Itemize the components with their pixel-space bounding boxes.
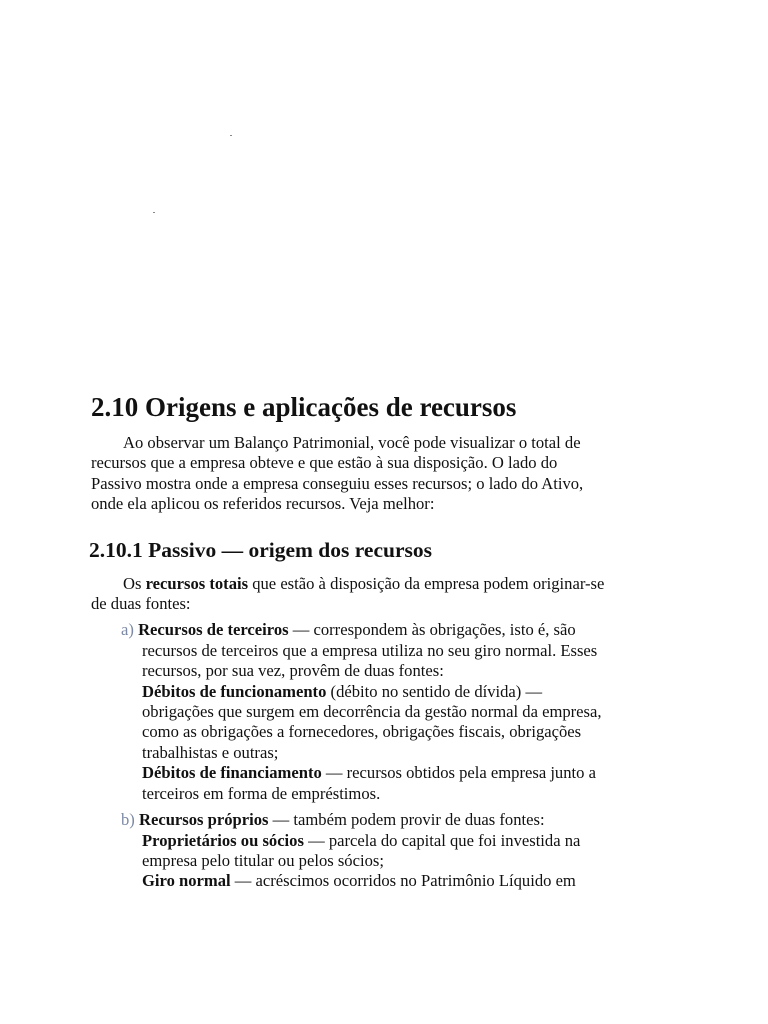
list-line: Débitos de financiamento — recursos obtidos pela empresa junto a (142, 763, 596, 783)
list-line: recursos de terceiros que a empresa utiliza no seu giro normal. Esses (142, 640, 598, 660)
scan-speck (230, 135, 232, 136)
sources-paragraph (91, 574, 691, 615)
page-content (91, 390, 691, 892)
list-line: Débitos de funcionamento (débito no sentido de dívida) — (142, 681, 543, 701)
list-item-heading: b) Recursos próprios — também podem provir de duas fontes: (121, 810, 545, 830)
intro-line: Ao observar um Balanço Patrimonial, você pode visualizar o total de (123, 433, 581, 452)
list-line: trabalhistas e outras; (142, 742, 279, 762)
list-item-title: Recursos próprios (138, 810, 269, 830)
sources-line: de duas fontes: (91, 594, 191, 614)
list-line: empresa pelo titular ou pelos sócios; (142, 850, 384, 870)
intro-line: Passivo mostra onde a empresa conseguiu esses recursos; o lado do Ativo, (91, 473, 584, 493)
term-giro-normal: Giro normal (142, 871, 231, 891)
list-marker: a) (121, 620, 134, 640)
list-marker: b) (121, 810, 135, 830)
list-line: Giro normal — acréscimos ocorridos no Patrimônio Líquido em (142, 871, 576, 891)
list-item-title: Recursos de terceiros (138, 620, 289, 640)
subsection (91, 536, 691, 892)
term-proprietarios-socios: Proprietários ou sócios (142, 830, 304, 850)
list-item-a (121, 620, 691, 804)
sources-list (91, 620, 691, 891)
sources-line: Os recursos totais que estão à disposição da empresa podem originar-se (123, 573, 605, 593)
list-line: Proprietários ou sócios — parcela do capital que foi investida na (142, 830, 581, 850)
intro-line: recursos que a empresa obteve e que estão à sua disposição. O lado do (91, 453, 558, 473)
list-line: recursos, por sua vez, provêm de duas fontes: (142, 661, 444, 681)
list-line: terceiros em forma de empréstimos. (142, 783, 381, 803)
intro-paragraph (91, 433, 691, 515)
term-debitos-funcionamento: Débitos de funcionamento (142, 681, 327, 701)
section-title: 2.10 Origens e aplicações de recursos (91, 392, 517, 422)
list-line: obrigações que surgem em decorrência da gestão normal da empresa, (142, 702, 602, 722)
subsection-title: 2.10.1 Passivo — origem dos recursos (89, 537, 432, 562)
intro-line: onde ela aplicou os referidos recursos. Veja melhor: (91, 494, 435, 514)
list-line: como as obrigações a fornecedores, obrigações fiscais, obrigações (142, 722, 582, 742)
recursos-totais-term: recursos totais (145, 573, 249, 593)
list-item-heading: a) Recursos de terceiros — correspondem às obrigações, isto é, são (121, 620, 576, 640)
scan-speck (153, 212, 155, 213)
term-debitos-financiamento: Débitos de financiamento (142, 763, 322, 783)
list-item-b (121, 810, 691, 892)
